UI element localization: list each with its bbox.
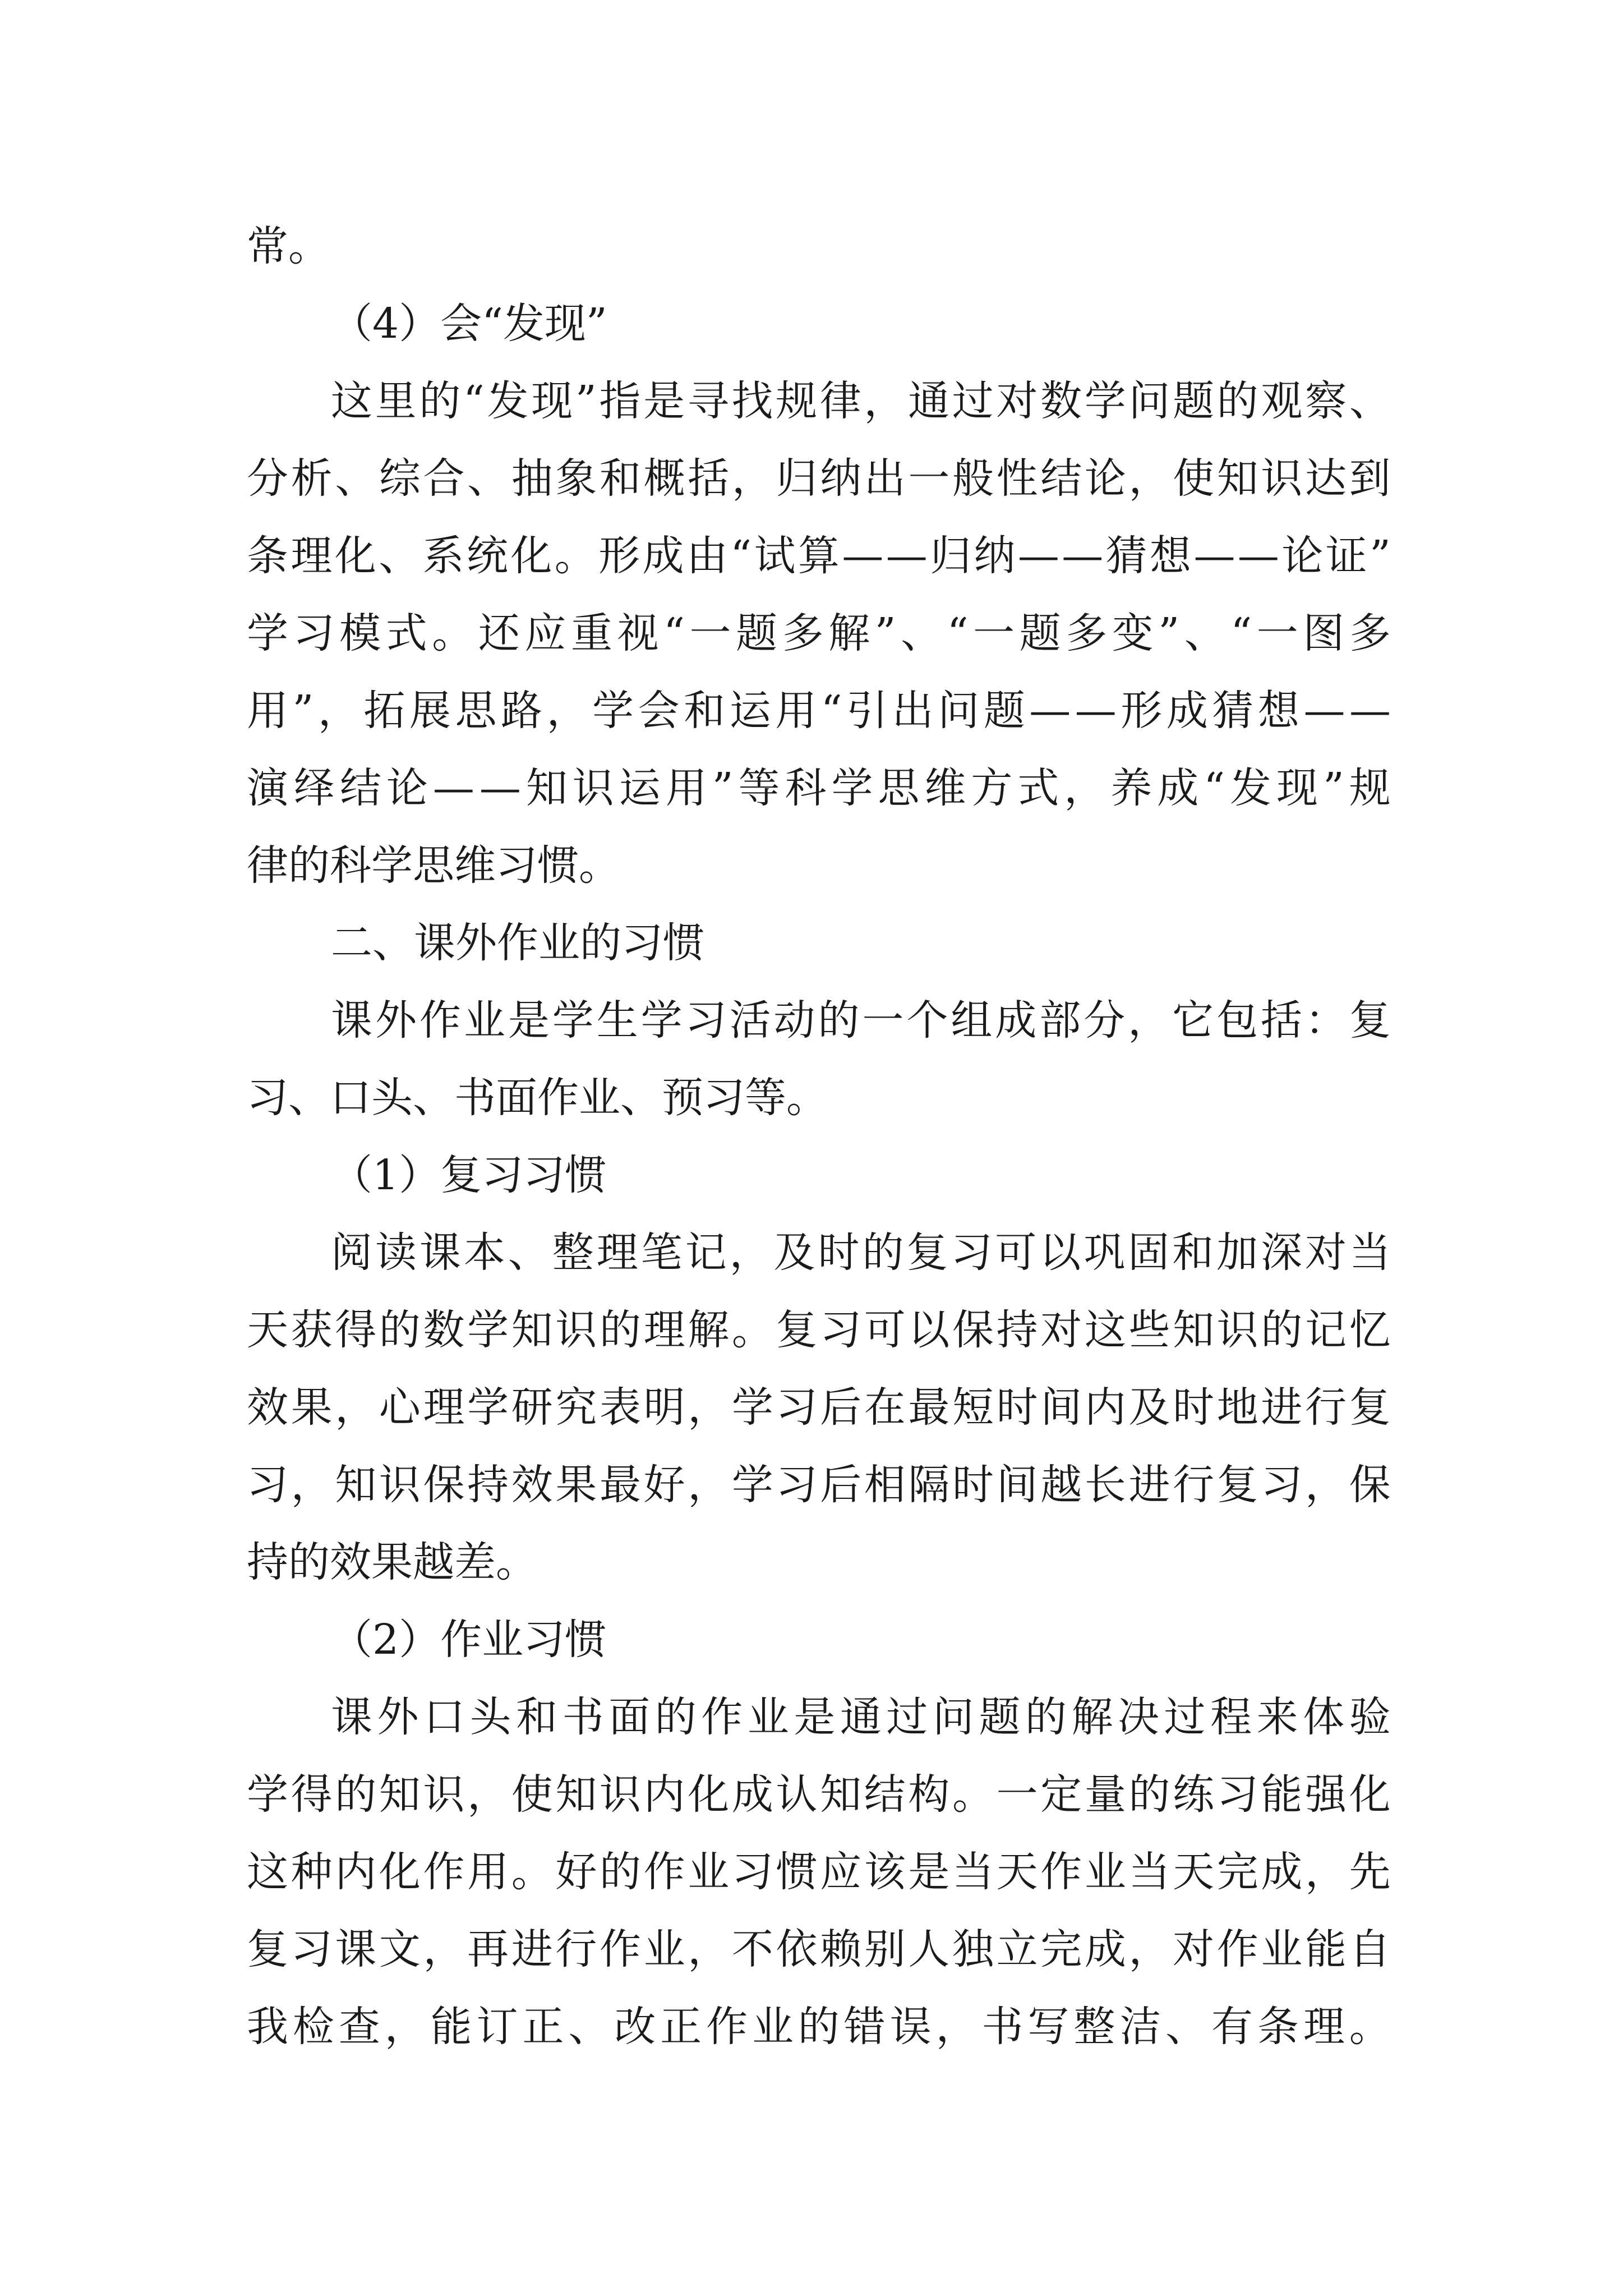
text-line: （4）会“发现” bbox=[331, 300, 607, 348]
text-line: 律的科学思维习惯。 bbox=[247, 841, 620, 890]
text-line: 习 ， 知 识 保 持 效 果 最 好 ， 学 习 后 相 隔 时 间 越 长 进 行 复 习 ， 保 bbox=[247, 1461, 1391, 1509]
document-page bbox=[247, 208, 1391, 2065]
text-line: 用 ” ， 拓 展 思 路 ， 学 会 和 运 用 “ 引 出 问 题 — — 形 成 猜 想 — — bbox=[247, 687, 1391, 735]
text-line: 常。 bbox=[247, 222, 330, 270]
text-line: 我 检 查 ， 能 订 正 、 改 正 作 业 的 错 误 ， 书 写 整 洁 、 有 条 理 。 bbox=[247, 2003, 1391, 2051]
text-line: 效 果 ， 心 理 学 研 究 表 明 ， 学 习 后 在 最 短 时 间 内 及 时 地 进 行 复 bbox=[247, 1383, 1391, 1432]
text-line: （1）复习习惯 bbox=[331, 1151, 607, 1199]
text-line: 天 获 得 的 数 学 知 识 的 理 解 。 复 习 可 以 保 持 对 这 些 知 识 的 记 忆 bbox=[247, 1306, 1391, 1354]
text-line: 课 外 口 头 和 书 面 的 作 业 是 通 过 问 题 的 解 决 过 程 来 体 验 bbox=[331, 1693, 1391, 1741]
text-line: 这 种 内 化 作 用 。 好 的 作 业 习 惯 应 该 是 当 天 作 业 当 天 完 成 ， 先 bbox=[247, 1848, 1391, 1896]
text-line: 学 得 的 知 识 ， 使 知 识 内 化 成 认 知 结 构 。 一 定 量 的 练 习 能 强 化 bbox=[247, 1770, 1391, 1819]
text-line: 分 析 、 综 合 、 抽 象 和 概 括 ， 归 纳 出 一 般 性 结 论 ， 使 知 识 达 到 bbox=[247, 454, 1391, 503]
text-line: 演 绎 结 论 — — 知 识 运 用 ” 等 科 学 思 维 方 式 ， 养 成 “ 发 现 ” 规 bbox=[247, 764, 1391, 812]
text-line: 条 理 化 、 系 统 化 。 形 成 由 “ 试 算 — — 归 纳 — — 猜 想 — — 论 证 ” bbox=[247, 532, 1391, 580]
text-line: 学 习 模 式 。 还 应 重 视 “ 一 题 多 解 ” 、 “ 一 题 多 变 ” 、 “ 一 图 多 bbox=[247, 609, 1391, 657]
text-line: 习、口头、书面作业、预习等。 bbox=[247, 1074, 828, 1122]
text-line: 这 里 的 “ 发 现 ” 指 是 寻 找 规 律 ， 通 过 对 数 学 问 题 的 观 察 、 bbox=[331, 377, 1391, 425]
text-line: 复 习 课 文 ， 再 进 行 作 业 ， 不 依 赖 别 人 独 立 完 成 ， 对 作 业 能 自 bbox=[247, 1925, 1391, 1973]
text-line: 二、课外作业的习惯 bbox=[331, 919, 704, 967]
text-line: 课 外 作 业 是 学 生 学 习 活 动 的 一 个 组 成 部 分 ， 它 包 括 ： 复 bbox=[331, 996, 1391, 1045]
text-line: （2）作业习惯 bbox=[331, 1616, 607, 1664]
text-line: 阅 读 课 本 、 整 理 笔 记 ， 及 时 的 复 习 可 以 巩 固 和 加 深 对 当 bbox=[331, 1228, 1391, 1277]
text-line: 持的效果越差。 bbox=[247, 1538, 537, 1586]
